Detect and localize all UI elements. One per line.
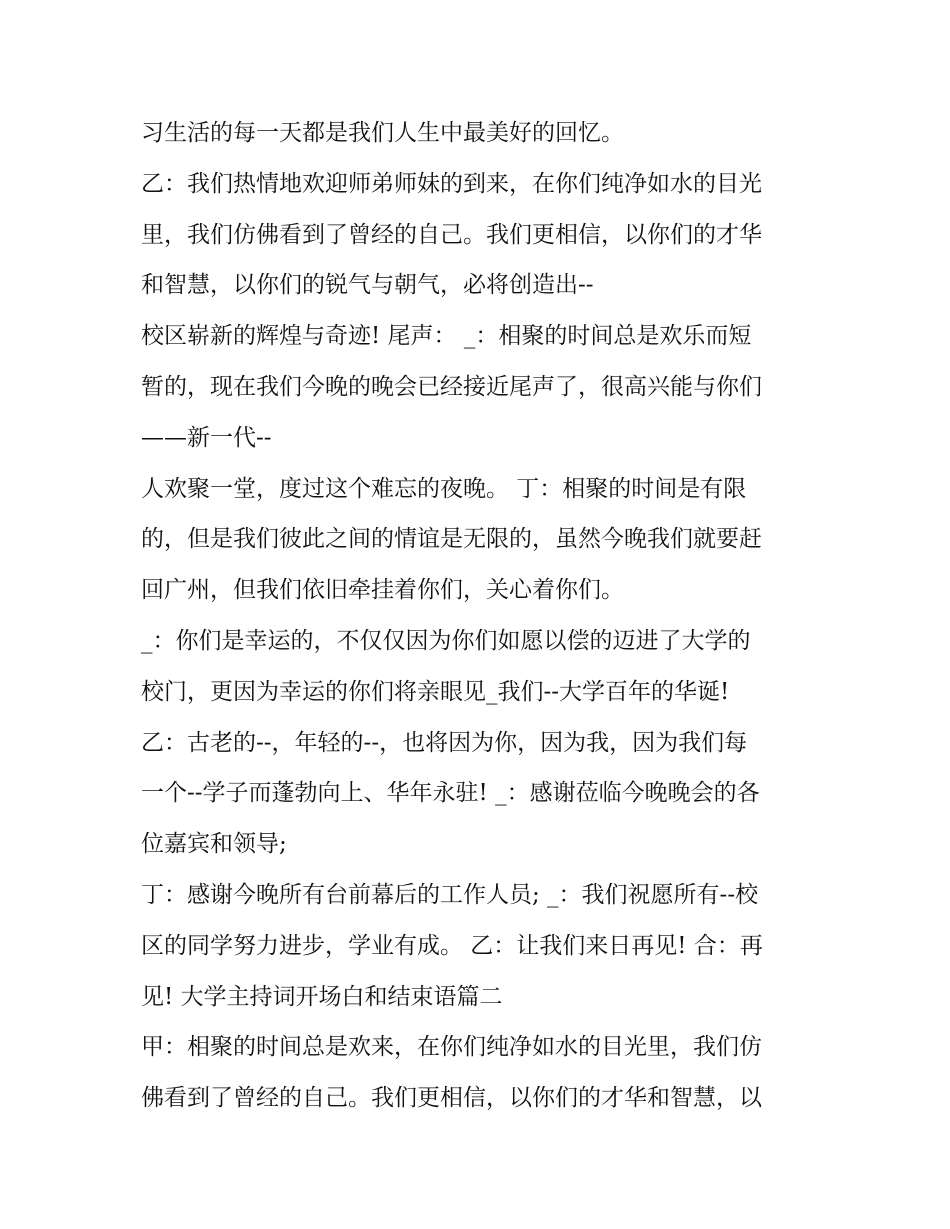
text-line: 习生活的每一天都是我们人生中最美好的回忆。	[141, 120, 624, 146]
text-line: 甲：相聚的时间总是欢来，在你们纯净如水的目光里，我们仿	[141, 1034, 762, 1061]
text-line: 校门，更因为幸运的你们将亲眼见_我们--大学百年的华诞!	[141, 678, 730, 705]
text-line: 区的同学努力进步，学业有成。 乙：让我们来日再见! 合：再	[141, 932, 763, 959]
text-line: 一个--学子而蓬勃向上、华年永驻! _：感谢莅临今晚晚会的各	[141, 780, 760, 807]
text-line: 里，我们仿佛看到了曾经的自己。我们更相信，以你们的才华	[141, 221, 762, 248]
text-line: 见! 大学主持词开场白和结束语篇二	[141, 983, 503, 1010]
text-line: 暂的，现在我们今晚的晚会已经接近尾声了，很高兴能与你们	[141, 373, 762, 400]
text-line: 校区崭新的辉煌与奇迹! 尾声： _：相聚的时间总是欢乐而短	[141, 323, 752, 350]
text-line: 丁：感谢今晚所有台前幕后的工作人员; _：我们祝愿所有--校	[141, 881, 759, 908]
body-text	[141, 108, 821, 1124]
text-line: 乙：我们热情地欢迎师弟师妹的到来，在你们纯净如水的目光	[141, 170, 762, 197]
text-line: ——新一代--	[141, 424, 272, 451]
text-line: 的，但是我们彼此之间的情谊是无限的，虽然今晚我们就要赶	[141, 526, 762, 553]
text-line: 位嘉宾和领导;	[141, 831, 287, 858]
text-line: 佛看到了曾经的自己。我们更相信，以你们的才华和智慧，以	[141, 1085, 762, 1112]
text-line: _：你们是幸运的，不仅仅因为你们如愿以偿的迈进了大学的	[141, 627, 751, 654]
text-line: 人欢聚一堂，度过这个难忘的夜晚。 丁：相聚的时间是有限	[141, 475, 747, 502]
text-line: 和智慧，以你们的锐气与朝气，必将创造出--	[141, 272, 594, 299]
text-line: 乙：古老的--，年轻的--，也将因为你，因为我，因为我们每	[141, 729, 748, 756]
text-line: 回广州，但我们依旧牵挂着你们，关心着你们。	[141, 577, 624, 604]
